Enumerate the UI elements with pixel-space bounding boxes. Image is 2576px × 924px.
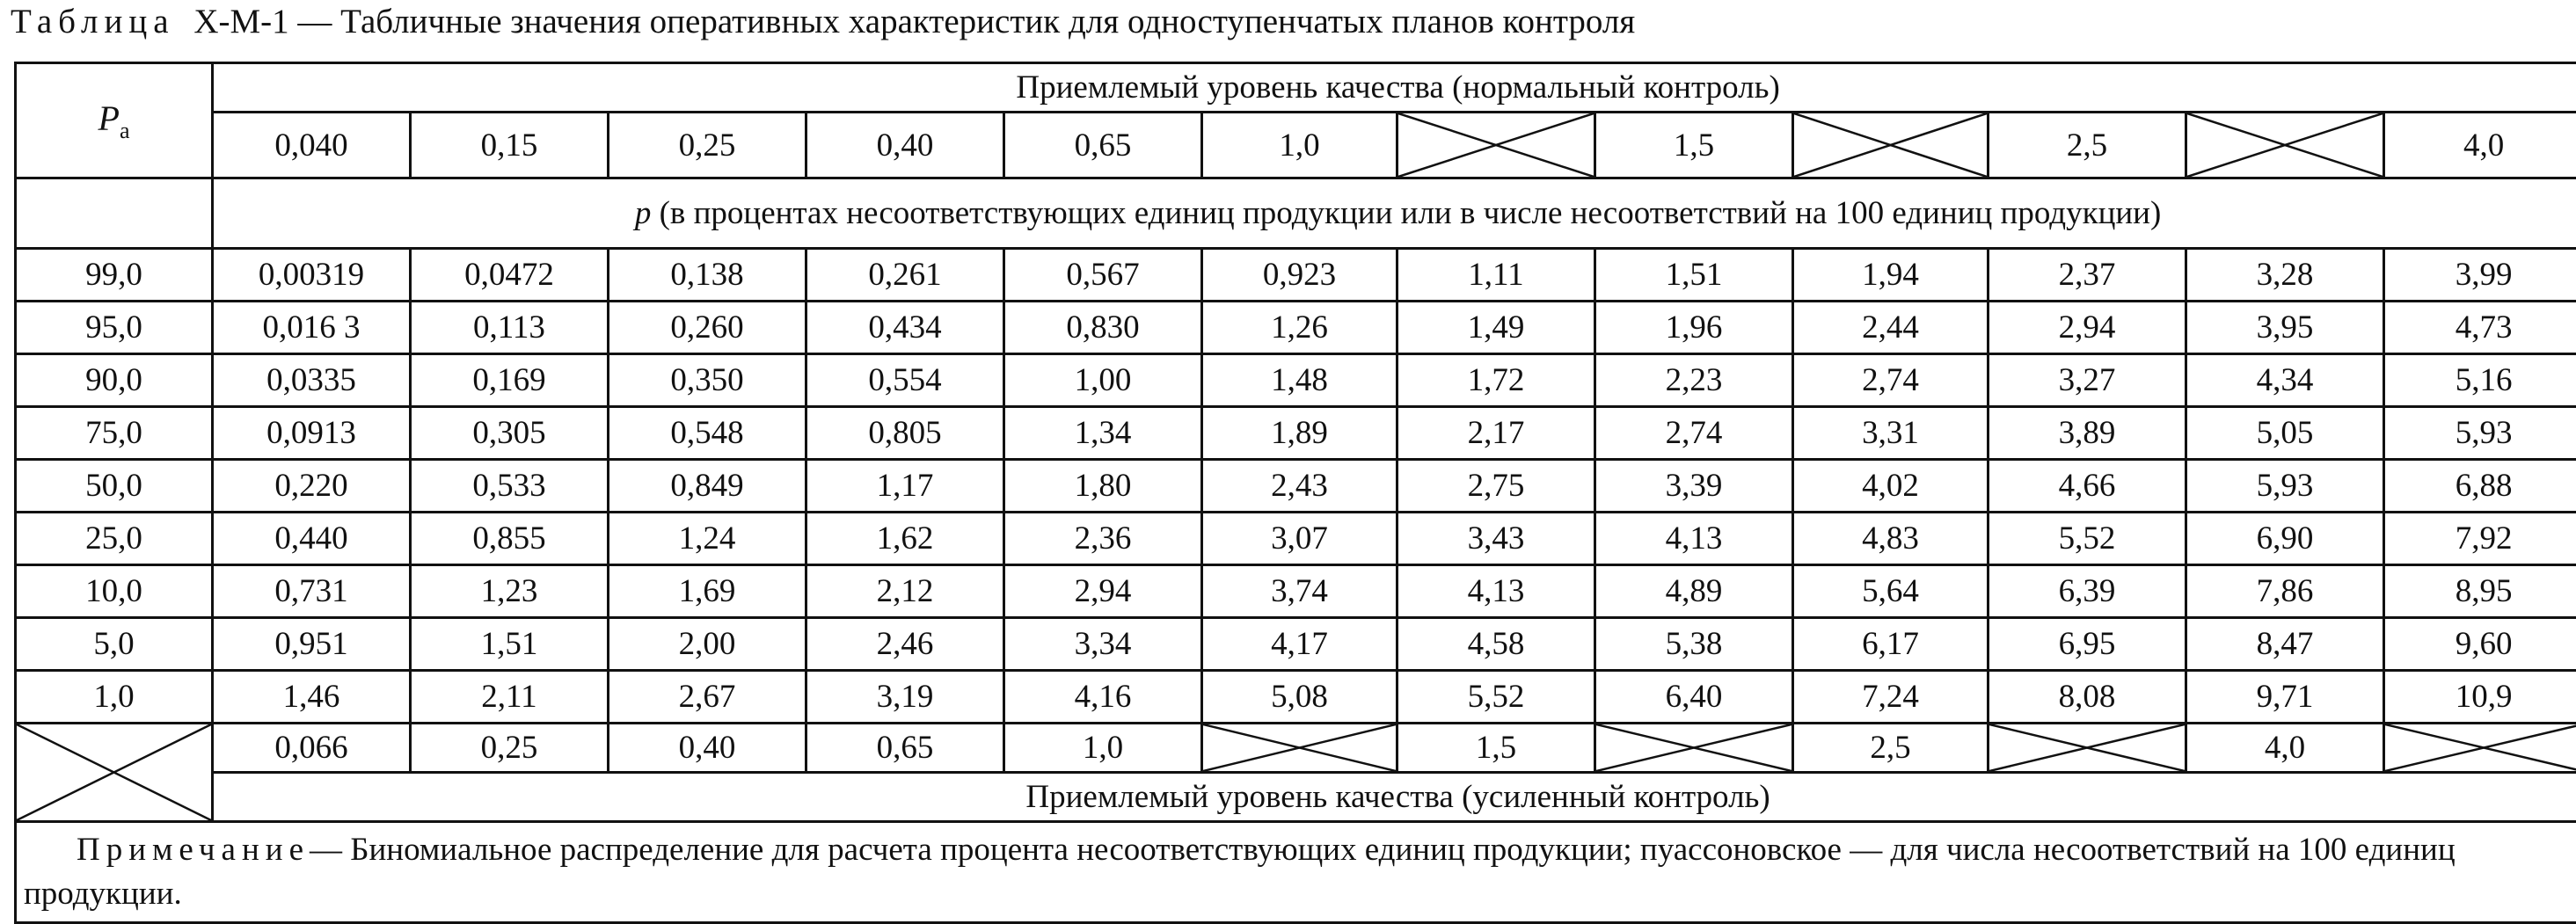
p-value-cell: 2,75	[1397, 460, 1595, 513]
header-row-p-label	[16, 178, 2576, 249]
note-lead: Примечание	[77, 832, 310, 868]
p-value-cell: 6,88	[2384, 460, 2576, 513]
pa-value-cell: 25,0	[16, 513, 213, 565]
p-value-cell: 1,34	[1004, 407, 1202, 460]
p-value-cell: 1,69	[609, 565, 806, 618]
p-value-cell: 2,37	[1989, 249, 2186, 302]
p-value-cell: 5,93	[2186, 460, 2384, 513]
cross-mark	[2385, 724, 2576, 771]
p-value-cell: 8,08	[1989, 671, 2186, 724]
p-symbol: p	[635, 195, 652, 231]
p-value-cell: 3,31	[1793, 407, 1989, 460]
p-value-cell: 0,0472	[411, 249, 609, 302]
pa-subscript: a	[120, 118, 130, 143]
p-value-cell: 4,89	[1595, 565, 1793, 618]
p-value-cell: 2,94	[1004, 565, 1202, 618]
p-value-cell: 6,40	[1595, 671, 1793, 724]
tightened-aql-cell: 4,0	[2186, 724, 2384, 773]
header-row-normal-label	[16, 63, 2576, 113]
p-value-cell: 3,27	[1989, 354, 2186, 407]
normal-aql-label: Приемлемый уровень качества (нормальный контроль)	[213, 63, 2576, 113]
p-label-cell	[213, 178, 2576, 249]
p-value-cell: 1,51	[411, 618, 609, 671]
cross-mark	[1794, 113, 1987, 177]
p-value-cell: 0,951	[213, 618, 411, 671]
p-value-cell: 4,73	[2384, 302, 2576, 354]
p-value-cell: 0,830	[1004, 302, 1202, 354]
p-value-cell: 0,731	[213, 565, 411, 618]
tightened-aql-cell: 2,5	[1793, 724, 1989, 773]
tightened-aql-label: Приемлемый уровень качества (усиленный контроль)	[213, 773, 2576, 822]
p-value-cell: 0,016 3	[213, 302, 411, 354]
p-value-cell: 4,58	[1397, 618, 1595, 671]
p-value-cell: 3,34	[1004, 618, 1202, 671]
p-value-cell: 9,60	[2384, 618, 2576, 671]
p-value-cell: 2,11	[411, 671, 609, 724]
note-cell	[16, 822, 2576, 923]
p-value-cell: 2,12	[806, 565, 1004, 618]
normal-aql-cell: 0,15	[411, 113, 609, 178]
p-value-cell: 3,43	[1397, 513, 1595, 565]
normal-aql-cell: 1,5	[1595, 113, 1793, 178]
crossed-cell	[1595, 724, 1793, 773]
p-value-cell: 5,93	[2384, 407, 2576, 460]
cross-mark	[1989, 724, 2185, 771]
p-value-cell: 0,0335	[213, 354, 411, 407]
table-row	[16, 302, 2576, 354]
p-value-cell: 1,24	[609, 513, 806, 565]
p-value-cell: 2,44	[1793, 302, 1989, 354]
p-value-cell: 0,434	[806, 302, 1004, 354]
p-value-cell: 3,74	[1202, 565, 1397, 618]
p-value-cell: 0,855	[411, 513, 609, 565]
p-value-cell: 1,48	[1202, 354, 1397, 407]
normal-aql-cell: 0,040	[213, 113, 411, 178]
crossed-cell	[16, 724, 213, 822]
p-value-cell: 4,17	[1202, 618, 1397, 671]
p-value-cell: 1,72	[1397, 354, 1595, 407]
p-value-cell: 2,23	[1595, 354, 1793, 407]
cross-mark	[1203, 724, 1396, 771]
p-value-cell: 0,260	[609, 302, 806, 354]
p-value-cell: 4,16	[1004, 671, 1202, 724]
p-value-cell: 7,92	[2384, 513, 2576, 565]
crossed-cell	[2384, 724, 2576, 773]
p-value-cell: 2,36	[1004, 513, 1202, 565]
normal-aql-cell: 0,40	[806, 113, 1004, 178]
p-value-cell: 3,95	[2186, 302, 2384, 354]
pa-symbol: P	[99, 98, 120, 138]
normal-aql-cell: 0,25	[609, 113, 806, 178]
oc-table	[14, 62, 2576, 924]
p-value-cell: 0,220	[213, 460, 411, 513]
p-value-cell: 2,46	[806, 618, 1004, 671]
p-value-cell: 0,923	[1202, 249, 1397, 302]
p-value-cell: 5,52	[1989, 513, 2186, 565]
pa-value-cell: 1,0	[16, 671, 213, 724]
p-value-cell: 5,08	[1202, 671, 1397, 724]
pa-value-cell: 50,0	[16, 460, 213, 513]
p-value-cell: 5,38	[1595, 618, 1793, 671]
p-value-cell: 1,80	[1004, 460, 1202, 513]
p-value-cell: 4,66	[1989, 460, 2186, 513]
p-value-cell: 5,05	[2186, 407, 2384, 460]
title-code: X-M-1	[193, 3, 288, 40]
normal-aql-cell: 4,0	[2384, 113, 2576, 178]
p-value-cell: 0,261	[806, 249, 1004, 302]
p-value-cell: 0,113	[411, 302, 609, 354]
pa-value-cell: 10,0	[16, 565, 213, 618]
p-value-cell: 6,39	[1989, 565, 2186, 618]
p-value-cell: 2,17	[1397, 407, 1595, 460]
note-row	[16, 822, 2576, 923]
pa-value-cell: 75,0	[16, 407, 213, 460]
p-value-cell: 2,00	[609, 618, 806, 671]
p-value-cell: 7,24	[1793, 671, 1989, 724]
tightened-aql-row	[16, 724, 2576, 773]
p-value-cell: 1,62	[806, 513, 1004, 565]
p-value-cell: 4,34	[2186, 354, 2384, 407]
p-value-cell: 0,0913	[213, 407, 411, 460]
crossed-cell	[1397, 113, 1595, 178]
p-value-cell: 8,47	[2186, 618, 2384, 671]
crossed-cell	[1202, 724, 1397, 773]
p-value-cell: 2,74	[1595, 407, 1793, 460]
p-value-cell: 1,49	[1397, 302, 1595, 354]
title-lead: Таблица	[11, 3, 175, 40]
table-row	[16, 249, 2576, 302]
p-value-cell: 1,89	[1202, 407, 1397, 460]
pa-value-cell: 99,0	[16, 249, 213, 302]
cross-mark	[17, 724, 211, 820]
p-value-cell: 4,02	[1793, 460, 1989, 513]
p-value-cell: 3,07	[1202, 513, 1397, 565]
p-value-cell: 0,305	[411, 407, 609, 460]
p-value-cell: 2,67	[609, 671, 806, 724]
tightened-aql-cell: 0,40	[609, 724, 806, 773]
pa-value-cell: 95,0	[16, 302, 213, 354]
p-value-cell: 0,169	[411, 354, 609, 407]
p-value-cell: 3,99	[2384, 249, 2576, 302]
tightened-aql-cell: 0,65	[806, 724, 1004, 773]
p-value-cell: 5,64	[1793, 565, 1989, 618]
tightened-aql-cell: 0,25	[411, 724, 609, 773]
tightened-aql-cell: 0,066	[213, 724, 411, 773]
table-row	[16, 671, 2576, 724]
p-value-cell: 0,805	[806, 407, 1004, 460]
p-value-cell: 1,17	[806, 460, 1004, 513]
p-value-cell: 3,19	[806, 671, 1004, 724]
p-value-cell: 1,46	[213, 671, 411, 724]
normal-aql-cell: 1,0	[1202, 113, 1397, 178]
table-row	[16, 460, 2576, 513]
crossed-cell	[1793, 113, 1989, 178]
table-row	[16, 407, 2576, 460]
p-value-cell: 8,95	[2384, 565, 2576, 618]
table-row	[16, 513, 2576, 565]
table-row	[16, 565, 2576, 618]
p-value-cell: 10,9	[2384, 671, 2576, 724]
p-value-cell: 1,26	[1202, 302, 1397, 354]
cross-mark	[2187, 113, 2383, 177]
p-label: (в процентах несоответствующих единиц продукции или в числе несоответствий на 100 единиц продукции)	[660, 195, 2162, 231]
p-value-cell: 2,43	[1202, 460, 1397, 513]
table-row	[16, 618, 2576, 671]
p-value-cell: 1,51	[1595, 249, 1793, 302]
p-value-cell: 0,554	[806, 354, 1004, 407]
cross-mark	[1596, 724, 1792, 771]
p-value-cell: 4,13	[1397, 565, 1595, 618]
p-value-cell: 1,96	[1595, 302, 1793, 354]
p-value-cell: 3,89	[1989, 407, 2186, 460]
p-value-cell: 9,71	[2186, 671, 2384, 724]
table-body	[16, 63, 2576, 923]
p-value-cell: 0,00319	[213, 249, 411, 302]
table-row	[16, 354, 2576, 407]
p-value-cell: 2,94	[1989, 302, 2186, 354]
p-value-cell: 0,440	[213, 513, 411, 565]
tightened-aql-cell: 1,5	[1397, 724, 1595, 773]
tightened-label-row	[16, 773, 2576, 822]
normal-aql-cell: 2,5	[1989, 113, 2186, 178]
p-value-cell: 4,13	[1595, 513, 1793, 565]
table-title	[11, 2, 1635, 41]
p-value-cell: 6,90	[2186, 513, 2384, 565]
p-value-cell: 0,548	[609, 407, 806, 460]
header-row-normal-aql	[16, 113, 2576, 178]
p-value-cell: 1,00	[1004, 354, 1202, 407]
p-value-cell: 3,28	[2186, 249, 2384, 302]
p-value-cell: 3,39	[1595, 460, 1793, 513]
blank-cell	[16, 178, 213, 249]
p-value-cell: 0,567	[1004, 249, 1202, 302]
p-value-cell: 7,86	[2186, 565, 2384, 618]
title-text: — Табличные значения оперативных характеристик для одноступенчатых планов контроля	[297, 3, 1635, 40]
crossed-cell	[1989, 724, 2186, 773]
p-value-cell: 0,138	[609, 249, 806, 302]
p-value-cell: 5,52	[1397, 671, 1595, 724]
p-value-cell: 5,16	[2384, 354, 2576, 407]
p-value-cell: 0,350	[609, 354, 806, 407]
note-text: — Биномиальное распределение для расчета процента несоответствующих единиц продукции; пуассоновское — для числа несоответствий на 100 единиц продукции.	[24, 832, 2456, 912]
pa-value-cell: 90,0	[16, 354, 213, 407]
p-value-cell: 2,74	[1793, 354, 1989, 407]
pa-value-cell: 5,0	[16, 618, 213, 671]
normal-aql-cell: 0,65	[1004, 113, 1202, 178]
p-value-cell: 1,11	[1397, 249, 1595, 302]
p-value-cell: 6,95	[1989, 618, 2186, 671]
p-value-cell: 1,94	[1793, 249, 1989, 302]
p-value-cell: 1,23	[411, 565, 609, 618]
p-value-cell: 4,83	[1793, 513, 1989, 565]
cross-mark	[1398, 113, 1594, 177]
p-value-cell: 6,17	[1793, 618, 1989, 671]
tightened-aql-cell: 1,0	[1004, 724, 1202, 773]
crossed-cell	[2186, 113, 2384, 178]
p-value-cell: 0,533	[411, 460, 609, 513]
p-value-cell: 0,849	[609, 460, 806, 513]
pa-header-cell	[16, 63, 213, 178]
